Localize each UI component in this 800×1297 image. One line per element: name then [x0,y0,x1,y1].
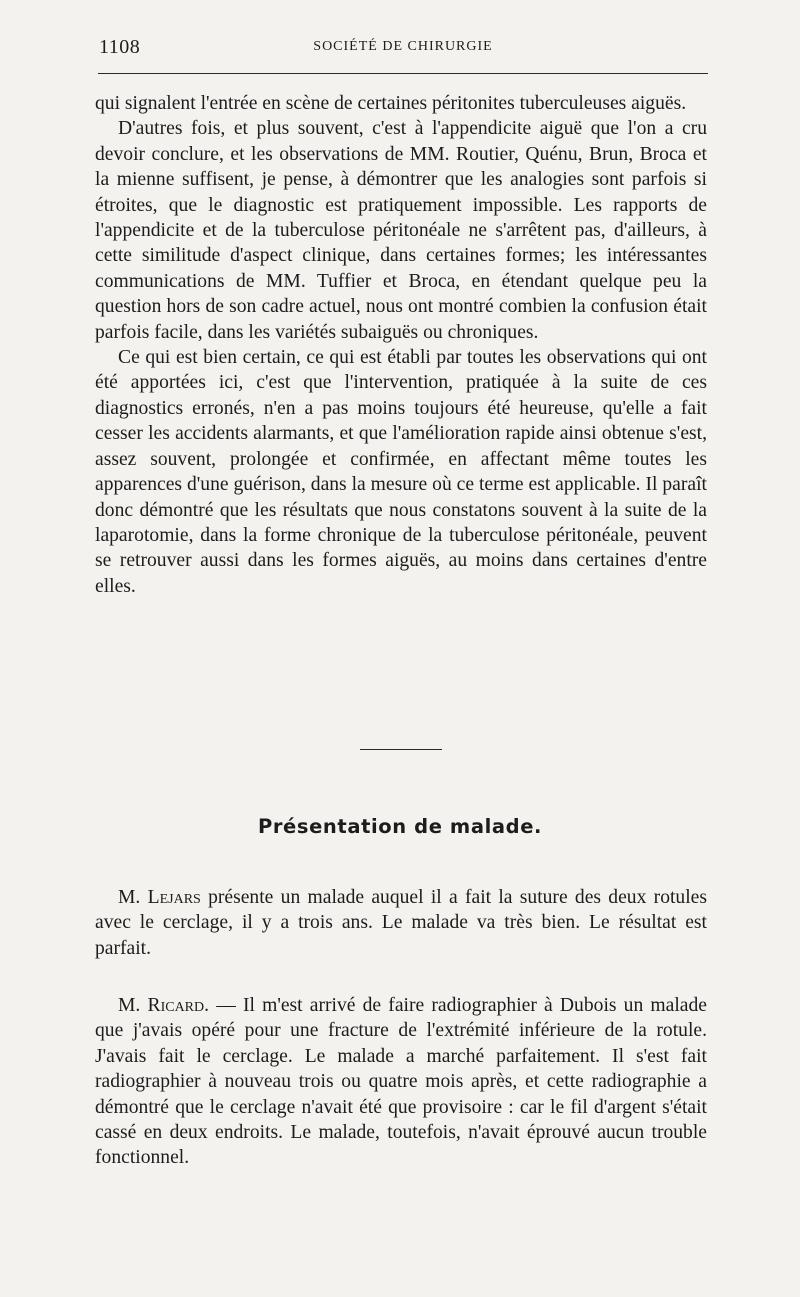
statement-text: — Il m'est arrivé de faire radiographier à Dubois un malade que j'avais opéré pour une fracture de l'extrémité inférieure de la rotule. J'avais fait le cerclage. Le malade a marché parfaitement. Il s'est fait radiographier à nouveau trois ou quatre mois après, et cette radiographie a démontré que le cerclage n'avait été que provisoire : car le fil d'argent s'était cassé en deux endroits. Le malade, toutefois, n'avait éprouvé aucun trouble fonctionnel. [95,995,708,1169]
paragraph-appendicite: D'autres fois, et plus souvent, c'est à l'appendicite aiguë que l'on a cru devoir conclure, et les observations de MM. Routier, Quénu, Brun, Broca et la mienne suffisent, je pense, à démontrer que les analogies sont parfois si étroites, que le diagnostic est pratiquement impossible. Les rapports de l'appendicite et de la tuberculose péritonéale ne s'arrêtent pas, d'ailleurs, à cette similitude d'aspect clinique, dans certaines formes; les intéressantes communications de MM. Tuffier et Broca, en étendant quelque peu la question hors de son cadre actuel, nous ont montré combien la confusion était parfois facile, dans les variétés subaiguës ou chroniques. [95,118,707,343]
paragraph-lejars [95,885,707,961]
paragraph-continued: qui signalent l'entrée en scène de certaines péritonites tuberculeuses aiguës. [95,93,687,114]
header-rule [98,73,708,74]
speaker-prefix: M. [118,887,141,908]
paragraph-observations: Ce qui est bien certain, ce qui est établi par toutes les observations qui ont été apportées ici, c'est que l'intervention, pratiquée à la suite de ces diagnostics erronés, n'en a pas moins toujours été heureuse, qu'elle a fait cesser les accidents alarmants, et que l'amélioration rapide ainsi obtenue s'est, assez souvent, prolongée et confirmée, en affectant même toutes les apparences d'une guérison, dans la mesure où ce terme est applicable. Il paraît donc démontré que les résultats que nous constatons souvent à la suite de la laparotomie, dans la forme chronique de la tuberculose péritonéale, peuvent se retrouver aussi dans les formes aiguës, au moins dans certaines d'entre elles. [95,347,707,597]
body-text-top [95,91,707,599]
running-title: SOCIÉTÉ DE CHIRURGIE [313,39,493,54]
speaker-prefix: M. [118,995,141,1016]
section-divider [360,749,442,750]
statement-text: présente un malade auquel il a fait la suture des deux rotules avec le cerclage, il y a trois ans. Le malade va très bien. Le résultat est parfait. [95,887,707,959]
lejars-statement [95,885,707,961]
paragraph-ricard [95,993,707,1171]
ricard-statement [95,993,707,1171]
speaker-name: Lejars [147,887,201,908]
page-number: 1108 [99,36,141,58]
running-header [97,36,709,60]
speaker-name: Ricard. [147,995,210,1016]
section-title: Présentation de malade. [257,815,543,838]
